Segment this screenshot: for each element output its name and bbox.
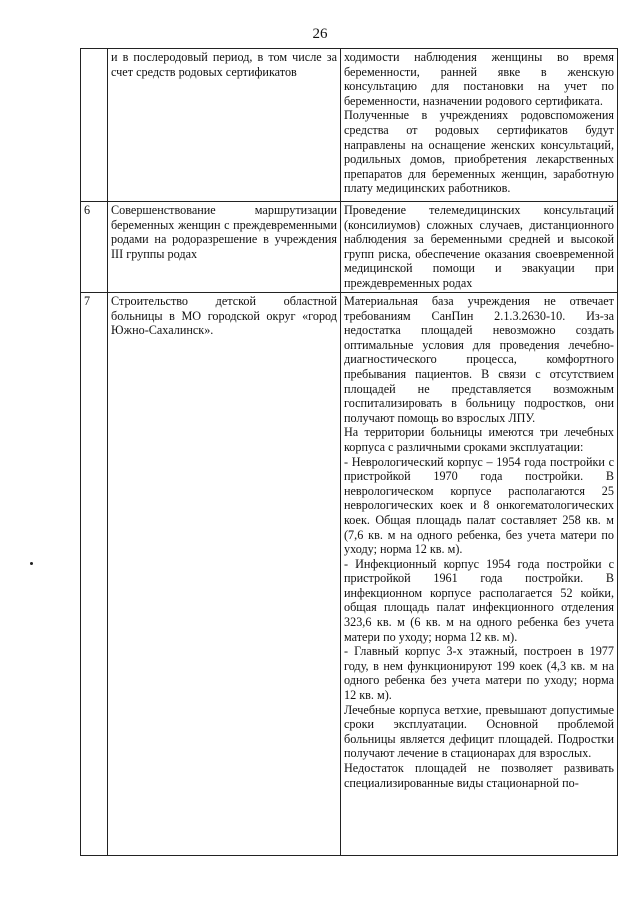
table-row (81, 293, 618, 856)
note-paragraph: ходимости наблюдения женщины во время беременности, ранней явке в женскую консультацию для постановки на учет по беременности, назначении родового сертификата. (344, 50, 614, 108)
note-cell (341, 293, 618, 856)
note-paragraph: - Неврологический корпус – 1954 года постройки с пристройкой 1970 года постройки. В неврологическом корпусе располагаются 25 неврологических коек и 8 онкогематологических коек. Общая площадь палат составляет 258 кв. м (7,6 кв. м на одного ребенка, без учета матери по уходу; норма 12 кв. м). (344, 454, 614, 557)
measures-table (80, 48, 618, 856)
table-row (81, 202, 618, 293)
note-paragraph: Полученные в учреждениях родовспоможения средства от родовых сертификатов будут направлены на оснащение женских консультаций, родильных домов, приобретения лекарственных препаратов для беременных женщин, заработную плату медицинских работников. (344, 108, 614, 196)
note-paragraph: Проведение телемедицинских консультаций (консилиумов) сложных случаев, дистанционного наблюдения за беременными средней и высокой групп риска, обеспечение оказания своевременной медицинской помощи и эвакуации при преждевременных родах (344, 203, 614, 290)
scan-dot-mark (30, 562, 33, 565)
event-cell: Строительство детской областной больницы в МО городской округ «город Южно-Сахалинск». (108, 293, 341, 856)
note-paragraph: Лечебные корпуса ветхие, превышают допустимые сроки эксплуатации. Основной проблемой больницы является дефицит площадей. Подростки получают лечение в стационарах для взрослых. (344, 702, 614, 761)
page-number: 26 (312, 26, 328, 42)
event-cell: и в послеродовый период, в том числе за счет средств родовых сертификатов (108, 49, 341, 202)
event-cell: Совершенствование маршрутизации беременных женщин с преждевременными родами на родоразрешение в учреждения III группы родах (108, 202, 341, 293)
note-paragraph: - Главный корпус 3-х этажный, построен в 1977 году, в нем функционируют 199 коек (4,3 кв. м на одного ребенка без учета матери по уходу; норма 12 кв. м). (344, 644, 614, 703)
note-paragraph: Недостаток площадей не позволяет развивать специализированные виды стационарной по- (344, 761, 614, 790)
note-paragraph: - Инфекционный корпус 1954 года постройки с пристройкой 1961 года постройки. В инфекционном корпусе располагается 52 койки, общая площадь палат инфекционного отделения 323,6 кв. м (6 кв. м на одного ребенка без учета матери по уходу; норма 12 кв. м). (344, 556, 614, 644)
row-number (81, 49, 108, 202)
note-paragraph: На территории больницы имеются три лечебных корпуса с различными сроками эксплуатации: (344, 425, 614, 454)
note-paragraph: Материальная база учреждения не отвечает требованиям СанПин 2.1.3.2630-10. Из-за недостатка площадей невозможно создать оптимальные условия для проведения лечебно-диагностического процесса, комфортного пребывания пациентов. В связи с отсутствием площадей не представляется возможным госпитализировать в больницу подростков, они получают помощь во взрослых ЛПУ. (344, 294, 614, 425)
note-cell (341, 202, 618, 293)
row-number: 7 (81, 293, 108, 856)
row-number: 6 (81, 202, 108, 293)
note-cell (341, 49, 618, 202)
table-row (81, 49, 618, 202)
